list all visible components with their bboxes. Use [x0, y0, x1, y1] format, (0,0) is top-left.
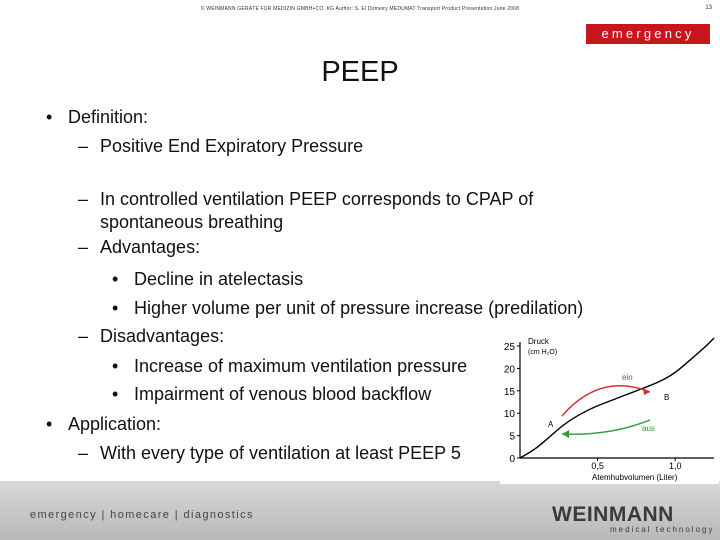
- dash: –: [78, 443, 89, 463]
- aus-arrow: [562, 420, 650, 434]
- sub-item: [78, 325, 224, 347]
- sub-text: With every type of ventilation at least PEEP 5: [100, 443, 461, 463]
- subsub-text: Increase of maximum ventilation pressure: [134, 356, 468, 376]
- weinmann-logo: [550, 499, 715, 535]
- bullet-dot: •: [112, 269, 119, 289]
- dash: –: [78, 189, 89, 209]
- y-axis-unit: (cm H₂O): [528, 349, 558, 356]
- dash: –: [78, 237, 89, 257]
- sub-item: [78, 135, 363, 157]
- header-text: © WEINMANN GERÄTE FÜR MEDIZIN GMBH+CO. KG Author: S. El Domeiry MEDUMAT Transport Product Presentation June 2008: [200, 6, 520, 12]
- y-tick-label: 15: [503, 386, 515, 398]
- aus-arrowhead: [562, 430, 569, 438]
- slide-title: PEEP: [321, 56, 399, 88]
- point-label-b: B: [664, 393, 670, 402]
- subsub-item: [112, 268, 303, 290]
- sub-text: Disadvantages:: [100, 326, 225, 346]
- logo-sub: medical technology: [610, 525, 715, 534]
- bullet-text: Definition:: [68, 107, 149, 127]
- sub-item: [78, 188, 533, 210]
- ein-arrowhead: [643, 388, 650, 395]
- pressure-volume-curve: [520, 338, 714, 458]
- bullet-application: [46, 413, 161, 435]
- sub-item: [78, 236, 200, 258]
- x-tick-label: 1,0: [668, 461, 682, 471]
- bullet-text: Application:: [68, 414, 162, 434]
- sub-text: Advantages:: [100, 237, 201, 257]
- brand-tag: emergency: [586, 24, 710, 44]
- subsub-text: Impairment of venous blood backflow: [134, 384, 432, 404]
- y-tick-label: 0: [509, 454, 515, 465]
- sub-item-cont: spontaneous breathing: [100, 212, 284, 232]
- x-tick-label: 0,5: [591, 461, 604, 471]
- subsub-text: Higher volume per unit of pressure increase (predilation): [134, 298, 584, 318]
- y-tick-label: 10: [503, 409, 515, 421]
- logo-main: WEINMANN: [552, 503, 674, 526]
- y-axis-label: Druck: [528, 337, 549, 346]
- sub-item: [78, 442, 461, 464]
- footer-bar: [0, 481, 720, 540]
- pressure-volume-chart: [500, 334, 719, 484]
- series-label-aus: aus: [642, 424, 655, 433]
- bullet-dot: •: [46, 107, 53, 127]
- bullet-dot: •: [112, 384, 119, 404]
- bullet-dot: •: [112, 298, 119, 318]
- x-axis-label: Atemhubvolumen (Liter): [592, 473, 678, 482]
- y-tick-label: 5: [509, 431, 515, 443]
- subsub-text: Decline in atelectasis: [134, 269, 304, 289]
- page-number: 13: [705, 5, 712, 11]
- bullet-dot: •: [112, 356, 119, 376]
- sub-text: Positive End Expiratory Pressure: [100, 136, 364, 156]
- y-tick-label: 20: [503, 364, 515, 376]
- dash: –: [78, 326, 89, 346]
- bullet-definition: [46, 106, 148, 128]
- subsub-item: [112, 383, 431, 405]
- sub-text: In controlled ventilation PEEP corresponds to CPAP of: [100, 189, 534, 209]
- dash: –: [78, 136, 89, 156]
- bullet-dot: •: [46, 414, 53, 434]
- point-label-a: A: [548, 420, 554, 429]
- y-tick-label: 25: [503, 342, 515, 353]
- subsub-item: [112, 355, 467, 377]
- subsub-item: [112, 297, 583, 319]
- series-label-ein: ein: [622, 373, 633, 382]
- chart-svg: [500, 334, 719, 484]
- footer-tagline: emergency | homecare | diagnostics: [30, 509, 254, 521]
